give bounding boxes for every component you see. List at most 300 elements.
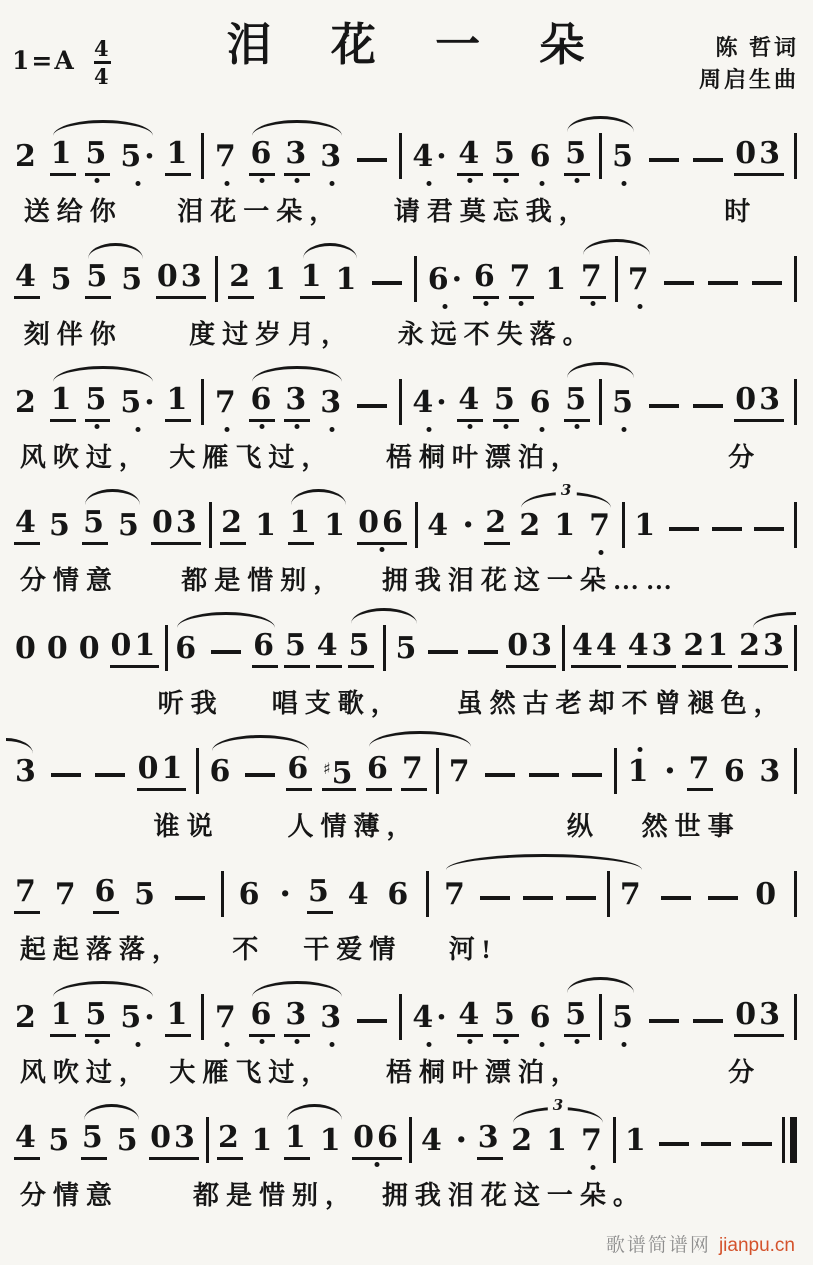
- note-1: 1: [319, 1123, 344, 1158]
- low-octave-dot: [95, 178, 100, 183]
- note-1: 1: [50, 137, 76, 176]
- barline-icon: [209, 502, 212, 548]
- dash-icon: [693, 158, 723, 162]
- low-octave-dot: [330, 427, 335, 432]
- barline-icon: [794, 133, 797, 179]
- note-1: 1: [251, 1123, 276, 1158]
- dash-icon: [752, 281, 782, 285]
- dash-icon: [701, 1142, 731, 1146]
- slur-group: [82, 506, 143, 545]
- lyric-segment: 都是惜别，: [181, 566, 347, 595]
- note-3: 3: [284, 383, 310, 422]
- note-1: 1: [624, 1123, 649, 1158]
- note-3: 3: [319, 1001, 345, 1037]
- note-23: 23: [738, 629, 788, 668]
- dash-icon: [523, 896, 553, 900]
- note-4: 4: [420, 1123, 445, 1158]
- note-3: 3: [319, 140, 345, 176]
- sharp-icon: ♯: [322, 759, 331, 778]
- note-5: 5: [284, 629, 310, 668]
- barline-icon: [613, 1117, 616, 1163]
- dash-icon: [485, 773, 515, 777]
- system-7: [12, 850, 799, 973]
- note-4: 4: [347, 877, 372, 912]
- dash-icon: [480, 896, 510, 900]
- low-octave-dot: [637, 304, 642, 309]
- note-7: 7: [580, 260, 606, 299]
- note-5: 5: [611, 140, 637, 176]
- low-octave-dot: [224, 181, 229, 186]
- slur-group: [288, 506, 349, 545]
- note-1: 1: [284, 1121, 310, 1160]
- low-octave-dot: [575, 178, 580, 183]
- header: [12, 6, 799, 112]
- low-octave-dot: [135, 181, 140, 186]
- lyric-segment: 拥我泪花这一朵。: [381, 1181, 646, 1210]
- slur-group: [249, 383, 345, 422]
- note-4: 4: [427, 508, 452, 543]
- note-6: 6: [175, 631, 200, 666]
- dash-icon: [742, 1142, 772, 1146]
- lyric-segment: 然世事: [641, 812, 741, 841]
- note-4: 4·: [411, 140, 447, 176]
- dash-icon: [566, 896, 596, 900]
- slur-group: [249, 137, 345, 176]
- slur-group: [81, 1121, 142, 1160]
- note-0: 0: [46, 631, 71, 666]
- triplet-group: [510, 1124, 606, 1160]
- lyrics-row: [12, 191, 799, 231]
- lyric-segment: 纵: [566, 812, 600, 841]
- credits: [629, 32, 799, 96]
- note-5: 5: [85, 137, 111, 176]
- lyrics-row: [12, 1175, 799, 1215]
- note-5: 5: [50, 262, 75, 297]
- watermark-site: 歌谱简谱网: [605, 1235, 711, 1256]
- note-4: 4·: [411, 1001, 447, 1037]
- note-1: 1: [546, 1123, 570, 1158]
- note-6: 6: [238, 877, 263, 912]
- low-octave-dot: [575, 424, 580, 429]
- system-1: [12, 112, 799, 235]
- augmentation-dot: ·: [436, 385, 447, 420]
- lyrics-row: [12, 806, 799, 846]
- slur-group: [564, 994, 637, 1037]
- note-06: 06: [352, 1121, 402, 1160]
- note-3: 3: [15, 754, 39, 789]
- low-octave-dot: [427, 427, 432, 432]
- low-octave-dot: [590, 1165, 595, 1170]
- low-octave-dot: [330, 1042, 335, 1047]
- low-octave-dot: [622, 1042, 627, 1047]
- triplet-group: [518, 509, 614, 545]
- note-7: 7: [214, 140, 240, 176]
- barline-icon: [221, 871, 224, 917]
- note-1: 1: [255, 508, 280, 543]
- key-signature: [12, 36, 182, 89]
- note-01: 01: [110, 629, 160, 668]
- note-5: 5: [564, 137, 590, 176]
- slur-group: [348, 625, 421, 668]
- low-octave-dot: [295, 1039, 300, 1044]
- note-4: 4: [457, 998, 483, 1037]
- augmentation-dot: ·: [462, 505, 475, 545]
- dash-icon: [357, 158, 387, 162]
- slur-group: [564, 379, 637, 422]
- lyric-segment: 风吹过，: [19, 443, 152, 472]
- slur-group: [174, 629, 278, 668]
- barline-icon: [599, 133, 602, 179]
- note-4: 4: [14, 260, 40, 299]
- note-7: 7: [214, 386, 240, 422]
- note-2: 2: [484, 506, 510, 545]
- watermark-url[interactable]: jianpu.cn: [718, 1235, 795, 1256]
- barline-icon: [794, 994, 797, 1040]
- dash-icon: [211, 650, 241, 654]
- note-0: 0: [755, 877, 780, 912]
- note-6: 6: [252, 629, 278, 668]
- slur-group: [50, 137, 156, 176]
- dash-icon: [712, 527, 742, 531]
- note-6: 6: [366, 752, 392, 791]
- barline-icon: [215, 256, 218, 302]
- lyric-segment: 泪花一朵，: [177, 197, 343, 226]
- lyrics-row: [12, 929, 799, 969]
- barline-icon: [614, 748, 617, 794]
- lyric-segment: 谁说: [153, 812, 220, 841]
- dash-icon: [708, 281, 738, 285]
- note-5: 5: [82, 506, 108, 545]
- barline-icon: [399, 994, 402, 1040]
- lyric-segment: 不: [232, 935, 266, 964]
- dash-icon: [669, 527, 699, 531]
- notes-row: [12, 235, 799, 311]
- system-3: [12, 358, 799, 481]
- barline-icon: [599, 379, 602, 425]
- dash-icon: [95, 773, 125, 777]
- lyric-segment: 送给你: [23, 197, 123, 226]
- lyrics-row: [12, 437, 799, 477]
- note-4: 4: [14, 506, 40, 545]
- lyric-segment: 分: [728, 443, 762, 472]
- notes-row: [12, 973, 799, 1049]
- system-8: [12, 973, 799, 1096]
- note-21: 21: [682, 629, 732, 668]
- note-7: 7: [687, 752, 713, 791]
- slur-group: [564, 133, 637, 176]
- note-7: 7: [214, 1001, 240, 1037]
- notes-row: [12, 604, 799, 680]
- slur-group: [443, 871, 645, 914]
- notes-row: [12, 481, 799, 557]
- low-octave-dot: [503, 178, 508, 183]
- slur-group: [580, 256, 653, 299]
- low-octave-dot: [519, 301, 524, 306]
- note-1: 1: [165, 998, 191, 1037]
- lyrics-row: [12, 560, 799, 600]
- note-5: 5: [81, 1121, 107, 1160]
- slur-group: [300, 260, 361, 299]
- dash-icon: [529, 773, 559, 777]
- lyric-segment: 梧桐叶漂泊，: [385, 443, 584, 472]
- barline-icon: [196, 748, 199, 794]
- augmentation-dot: ·: [455, 1120, 468, 1160]
- note-7: 7: [619, 877, 644, 912]
- note-5: 5: [85, 383, 111, 422]
- note-1: 1: [545, 262, 570, 297]
- barline-icon: [794, 748, 797, 794]
- note-5: 5: [85, 998, 111, 1037]
- dash-icon: [754, 527, 784, 531]
- time-signature: [94, 38, 111, 87]
- lyric-segment: 分情意: [19, 1181, 119, 1210]
- note-2: 2: [519, 508, 544, 543]
- barline-icon: [414, 256, 417, 302]
- note-1: 1: [324, 508, 348, 543]
- note-44: 44: [571, 629, 621, 668]
- note-6: 6: [93, 875, 119, 914]
- lyric-segment: 听我: [157, 689, 224, 718]
- note-3: 3: [284, 137, 310, 176]
- lyricist-credit: 陈 哲词: [715, 35, 799, 60]
- note-5: ♯5: [322, 752, 357, 791]
- system-9: [12, 1096, 799, 1219]
- note-5: 5: [48, 1123, 73, 1158]
- song-title: 泪 花 一 朵: [226, 20, 609, 70]
- slur-group: [284, 1121, 345, 1160]
- note-2: 2: [228, 260, 254, 299]
- augmentation-dot: ·: [144, 139, 155, 174]
- note-1: 1: [165, 137, 191, 176]
- augmentation-dot: ·: [436, 1000, 447, 1035]
- lyric-segment: 都是惜别，: [193, 1181, 359, 1210]
- note-03: 03: [506, 629, 556, 668]
- note-6: 6: [723, 754, 748, 789]
- note-7: 7: [443, 877, 468, 912]
- note-3: 3: [477, 1121, 503, 1160]
- dash-icon: [468, 650, 498, 654]
- barline-icon: [409, 1117, 412, 1163]
- augmentation-dot: ·: [279, 874, 292, 914]
- note-03: 03: [156, 260, 206, 299]
- note-6: 6: [473, 260, 499, 299]
- barline-icon: [794, 871, 797, 917]
- note-03: 03: [149, 1121, 199, 1160]
- note-5: 5: [493, 998, 519, 1037]
- lyric-segment: 大雁飞过，: [169, 1058, 335, 1087]
- slur-group: [366, 748, 474, 791]
- note-6: 6: [529, 386, 555, 422]
- note-03: 03: [734, 137, 784, 176]
- note-5: 5: [611, 1001, 637, 1037]
- note-03: 03: [734, 998, 784, 1037]
- note-6: 6: [286, 752, 312, 791]
- system-5: [12, 604, 799, 727]
- note-1: 1: [300, 260, 326, 299]
- barline-icon: [622, 502, 625, 548]
- note-6: 6·: [427, 263, 463, 299]
- lyrics-row: [12, 314, 799, 354]
- system-2: [12, 235, 799, 358]
- slur-group: [738, 629, 788, 668]
- dash-icon: [649, 1019, 679, 1023]
- lyric-segment: 梧桐叶漂泊，: [385, 1058, 584, 1087]
- note-06: 06: [357, 506, 407, 545]
- note-5: 5: [348, 629, 374, 668]
- note-5: 5: [564, 998, 590, 1037]
- dash-icon: [428, 650, 458, 654]
- lyric-segment: 度过岁月，: [189, 320, 355, 349]
- low-octave-dot: [539, 427, 544, 432]
- barline-icon: [383, 625, 386, 671]
- barline-icon: [399, 133, 402, 179]
- low-octave-dot: [260, 1039, 265, 1044]
- low-octave-dot: [468, 424, 473, 429]
- augmentation-dot: ·: [144, 1000, 155, 1035]
- dash-icon: [372, 281, 402, 285]
- lyric-segment: 大雁飞过，: [169, 443, 335, 472]
- low-octave-dot: [260, 178, 265, 183]
- note-03: 03: [734, 383, 784, 422]
- barline-icon: [201, 133, 204, 179]
- barline-icon: [794, 625, 797, 671]
- time-signature-bottom: 4: [93, 64, 111, 89]
- note-5: 5·: [119, 1001, 155, 1037]
- slur-group: [85, 260, 146, 299]
- note-4: 4: [316, 629, 342, 668]
- dash-icon: [708, 896, 738, 900]
- low-octave-dot: [224, 1042, 229, 1047]
- lyrics-row: [12, 683, 799, 723]
- dash-icon: [357, 404, 387, 408]
- note-5: 5: [134, 877, 159, 912]
- notes-row: [12, 727, 799, 803]
- high-octave-dot: [637, 747, 642, 752]
- note-1: 1: [50, 383, 76, 422]
- low-octave-dot: [95, 1039, 100, 1044]
- system-4: [12, 481, 799, 604]
- note-2: 2: [15, 139, 39, 174]
- low-octave-dot: [375, 1162, 380, 1167]
- dash-icon: [659, 1142, 689, 1146]
- note-2: 2: [15, 385, 39, 420]
- low-octave-dot: [224, 427, 229, 432]
- dash-icon: [649, 158, 679, 162]
- augmentation-dot: ·: [664, 751, 676, 791]
- barline-icon: [436, 748, 439, 794]
- note-7: 7: [401, 752, 427, 791]
- barline-icon: [794, 502, 797, 548]
- note-1: 1: [165, 383, 191, 422]
- note-5: 5·: [119, 140, 155, 176]
- lyric-segment: 时: [724, 197, 758, 226]
- note-4: 4: [457, 383, 483, 422]
- key-label: 1=A: [12, 46, 76, 75]
- note-5: 5: [493, 137, 519, 176]
- dash-icon: [664, 281, 694, 285]
- note-7: 7: [627, 263, 653, 299]
- low-octave-dot: [295, 424, 300, 429]
- lyric-segment: 虽然古老却不曾褪色，: [456, 689, 787, 718]
- barline-icon: [794, 379, 797, 425]
- barline-icon: [399, 379, 402, 425]
- note-7: 7: [448, 754, 473, 789]
- composer-credit: 周启生曲: [698, 66, 799, 92]
- low-octave-dot: [503, 424, 508, 429]
- low-octave-dot: [330, 181, 335, 186]
- lyric-segment: 人情薄，: [287, 812, 420, 841]
- low-octave-dot: [135, 427, 140, 432]
- note-5: 5: [307, 875, 333, 914]
- note-3: 3: [319, 386, 345, 422]
- lyric-segment: 分情意: [19, 566, 119, 595]
- note-6: 6: [529, 140, 555, 176]
- note-0: 0: [78, 631, 103, 666]
- final-barline-icon: [782, 1117, 797, 1163]
- low-octave-dot: [539, 181, 544, 186]
- lyric-segment: 永远不失落。: [397, 320, 596, 349]
- watermark: [606, 1230, 795, 1257]
- note-1: 1: [335, 262, 360, 297]
- barline-icon: [201, 379, 204, 425]
- note-4: 4: [457, 137, 483, 176]
- lyric-segment: 请君莫忘我，: [393, 197, 592, 226]
- barline-icon: [165, 625, 168, 671]
- lyric-segment: 起起落落，: [19, 935, 185, 964]
- low-octave-dot: [427, 181, 432, 186]
- note-5: 5: [611, 386, 637, 422]
- slur-group: [14, 755, 40, 791]
- note-1: 1: [627, 755, 653, 791]
- note-7: 7: [509, 260, 535, 299]
- notation-systems: [12, 112, 799, 1219]
- note-6: 6: [529, 1001, 555, 1037]
- lyric-segment: 唱支歌，: [271, 689, 404, 718]
- barline-icon: [794, 256, 797, 302]
- low-octave-dot: [295, 178, 300, 183]
- slur-group: [50, 383, 156, 422]
- note-6: 6: [249, 998, 275, 1037]
- note-1: 1: [264, 262, 289, 297]
- dash-icon: [572, 773, 602, 777]
- low-octave-dot: [260, 424, 265, 429]
- augmentation-dot: ·: [144, 385, 155, 420]
- barline-icon: [426, 871, 429, 917]
- note-5: 5·: [119, 386, 155, 422]
- lyric-segment: 干爱情: [303, 935, 403, 964]
- lyric-segment: 河!: [448, 935, 498, 964]
- augmentation-dot: ·: [436, 139, 447, 174]
- low-octave-dot: [135, 1042, 140, 1047]
- low-octave-dot: [590, 301, 595, 306]
- dash-icon: [649, 404, 679, 408]
- low-octave-dot: [427, 1042, 432, 1047]
- low-octave-dot: [483, 301, 488, 306]
- notes-row: [12, 850, 799, 926]
- note-5: 5: [493, 383, 519, 422]
- note-5: 5: [49, 508, 73, 543]
- note-03: 03: [151, 506, 201, 545]
- lyric-segment: 拥我泪花这一朵……: [381, 566, 679, 595]
- barline-icon: [415, 502, 418, 548]
- notes-row: [12, 112, 799, 188]
- note-7: 7: [14, 875, 40, 914]
- note-5: 5: [395, 631, 420, 666]
- low-octave-dot: [622, 181, 627, 186]
- note-7: 7: [54, 877, 79, 912]
- note-2: 2: [220, 506, 246, 545]
- barline-icon: [206, 1117, 209, 1163]
